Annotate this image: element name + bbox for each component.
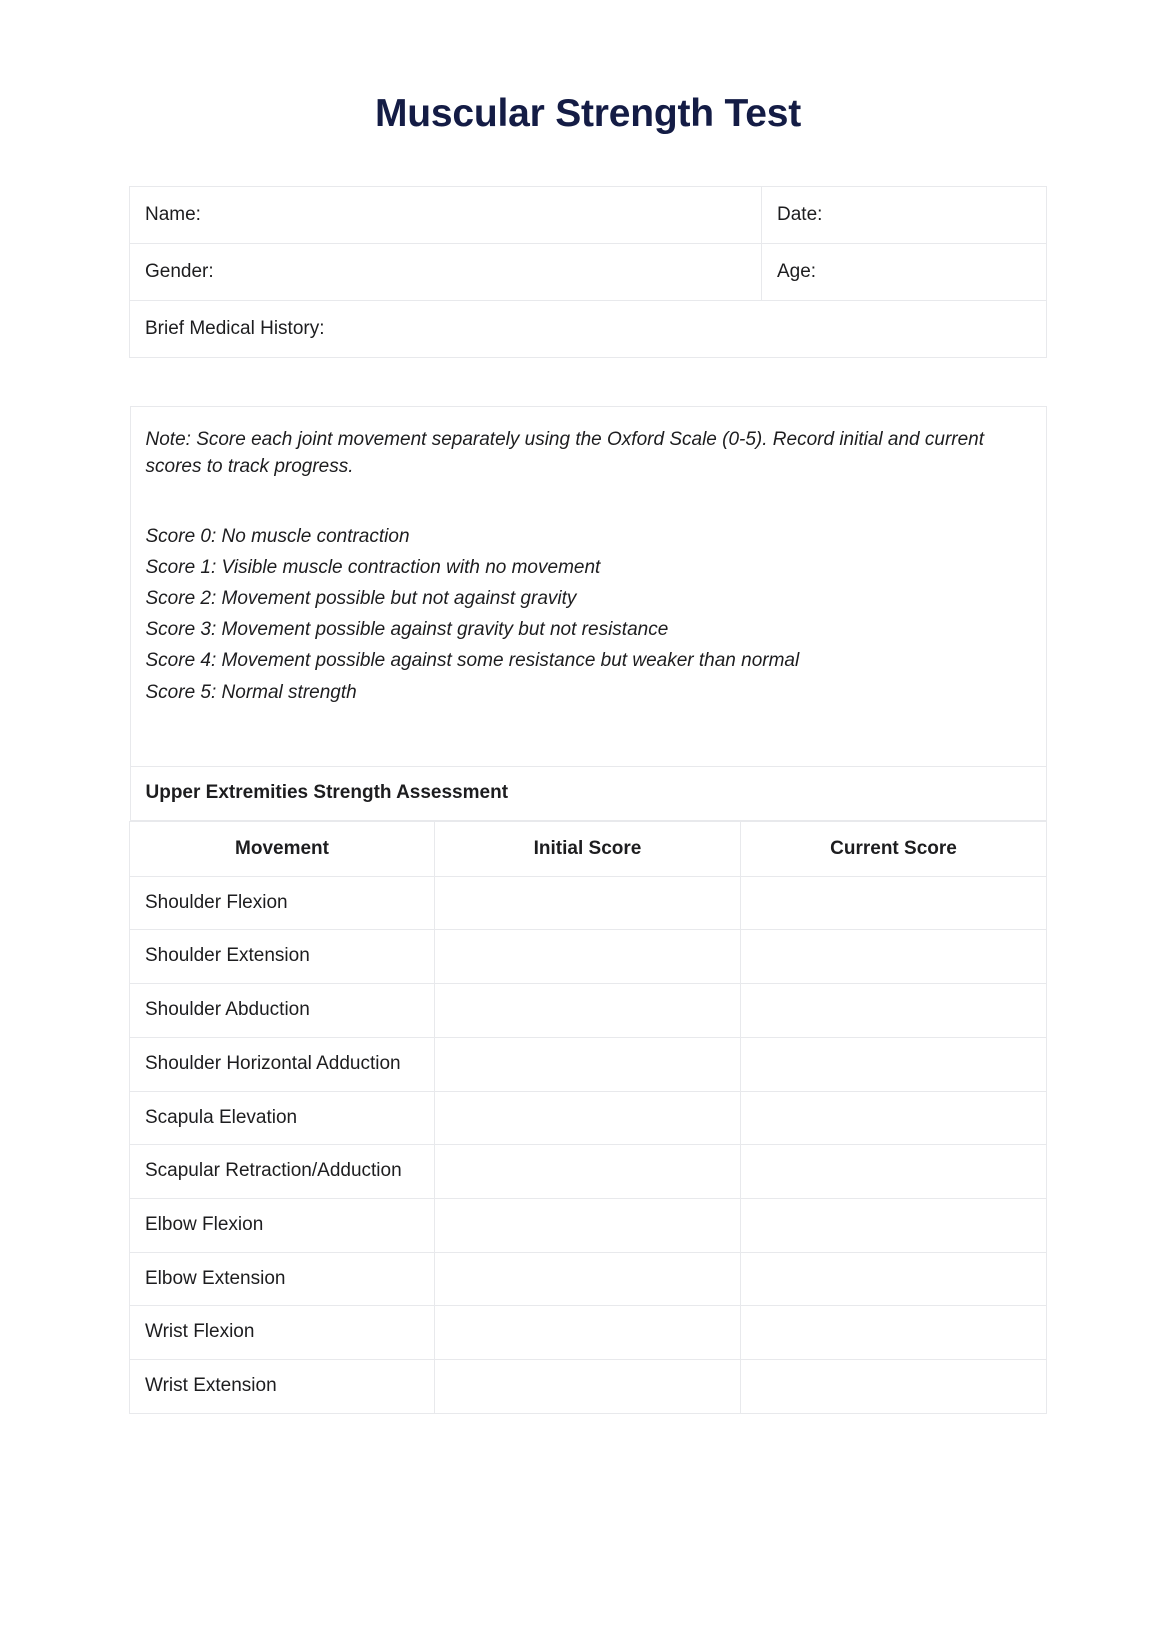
age-field[interactable]: Age:: [762, 243, 1047, 300]
score-line-0: Score 0: No muscle contraction: [145, 525, 410, 547]
score-line-5: Score 5: Normal strength: [145, 681, 357, 703]
current-score-input[interactable]: [741, 1145, 1047, 1199]
assessment-table-head: [130, 821, 1047, 876]
table-header-row: [130, 821, 1047, 876]
movement-label: Wrist Flexion: [130, 1306, 435, 1360]
table-row: [130, 1359, 1047, 1413]
initial-score-input[interactable]: [435, 1252, 741, 1306]
table-row: [130, 186, 1047, 243]
table-row: [130, 1037, 1047, 1091]
note-bottom-spacer: [146, 708, 1031, 736]
current-score-input[interactable]: [741, 930, 1047, 984]
table-row: [130, 1198, 1047, 1252]
column-header-movement: Movement: [130, 821, 435, 876]
current-score-input[interactable]: [741, 876, 1047, 930]
page-title: Muscular Strength Test: [374, 92, 802, 135]
assessment-table-body: [130, 876, 1047, 1413]
initial-score-input[interactable]: [435, 1091, 741, 1145]
current-score-input[interactable]: [741, 1198, 1047, 1252]
table-row: [130, 930, 1047, 984]
movement-label: Elbow Flexion: [130, 1198, 435, 1252]
current-score-input[interactable]: [741, 1306, 1047, 1360]
initial-score-input[interactable]: [435, 1198, 741, 1252]
movement-label: Scapula Elevation: [130, 1091, 435, 1145]
movement-label: Scapular Retraction/Adduction: [130, 1145, 435, 1199]
table-row: [130, 243, 1047, 300]
movement-label: Shoulder Horizontal Adduction: [130, 1037, 435, 1091]
table-row: [130, 984, 1047, 1038]
initial-score-input[interactable]: [435, 1306, 741, 1360]
note-lead-text: Note: Score each joint movement separately using the Oxford Scale (0-5). Record initial and current scores to track progress.: [145, 428, 985, 477]
patient-info-table: [129, 186, 1047, 358]
movement-label: Wrist Extension: [130, 1359, 435, 1413]
note-spacer: [146, 481, 1031, 521]
strength-assessment-table: [129, 821, 1047, 1414]
table-row: [130, 876, 1047, 930]
movement-label: Shoulder Extension: [130, 930, 435, 984]
initial-score-input[interactable]: [435, 1359, 741, 1413]
table-row: [130, 1306, 1047, 1360]
column-header-current-score: Current Score: [741, 821, 1047, 876]
movement-label: Shoulder Abduction: [130, 984, 435, 1038]
table-row: [130, 1145, 1047, 1199]
column-header-initial-score: Initial Score: [435, 821, 741, 876]
score-line-4: Score 4: Movement possible against some resistance but weaker than normal: [145, 650, 800, 672]
patient-info-body: [130, 186, 1047, 357]
current-score-input[interactable]: [741, 1037, 1047, 1091]
section-header-upper-extremities: Upper Extremities Strength Assessment: [130, 766, 1047, 821]
score-line-2: Score 2: Movement possible but not against gravity: [145, 588, 577, 610]
initial-score-input[interactable]: [435, 984, 741, 1038]
table-row: [130, 300, 1047, 357]
current-score-input[interactable]: [741, 1359, 1047, 1413]
initial-score-input[interactable]: [435, 1145, 741, 1199]
oxford-scale-note: [130, 406, 1047, 766]
current-score-input[interactable]: [741, 984, 1047, 1038]
score-line-1: Score 1: Visible muscle contraction with no movement: [145, 556, 601, 578]
initial-score-input[interactable]: [435, 876, 741, 930]
current-score-input[interactable]: [741, 1091, 1047, 1145]
score-line-3: Score 3: Movement possible against gravity but not resistance: [145, 619, 669, 641]
date-field[interactable]: Date:: [762, 186, 1047, 243]
current-score-input[interactable]: [741, 1252, 1047, 1306]
table-row: [130, 1252, 1047, 1306]
initial-score-input[interactable]: [435, 1037, 741, 1091]
table-row: [130, 1091, 1047, 1145]
gender-field[interactable]: Gender:: [130, 243, 762, 300]
movement-label: Shoulder Flexion: [130, 876, 435, 930]
movement-label: Elbow Extension: [130, 1252, 435, 1306]
medical-history-field[interactable]: Brief Medical History:: [130, 300, 1047, 357]
name-field[interactable]: Name:: [130, 186, 762, 243]
initial-score-input[interactable]: [435, 930, 741, 984]
